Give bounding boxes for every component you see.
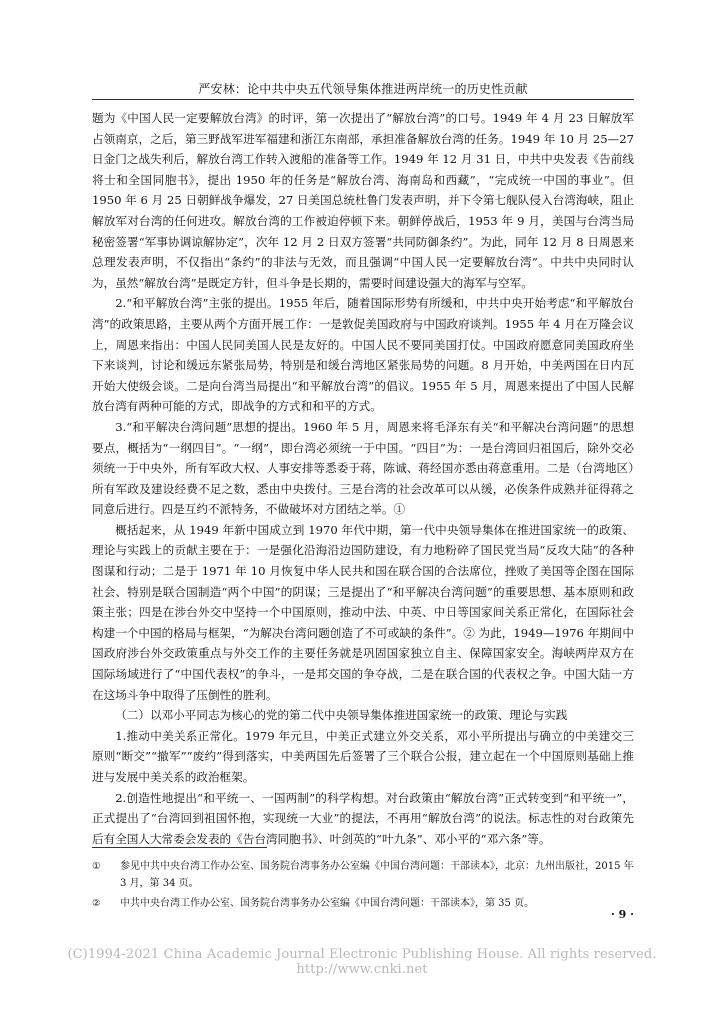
footnotes <box>92 858 634 915</box>
paragraph-peaceful-liberation: 2.“和平解放台湾”主张的提出。1955 年后，随着国际形势有所缓和，中共中央开始考虑“和平解放台湾”的政策思路，主要从两个方面开展工作：一是敦促美国政府与中国政府谈判。1955 年 4 月在万隆会议上，周恩来指出：中国人民同美国人民是友好的。中国人民不要同美国打仗。中国政府愿意同美国政府坐下来谈判，讨论和缓远东紧张局势，特别是和缓台湾地区紧张局势的问题。8 月开始，中美两国在日内瓦开始大使级会谈。二是向台湾当局提出“和平解放台湾”的倡议。1955 年 5 月，周恩来提出了中国人民解放台湾有两种可能的方式，即战争的方式和和平的方式。 <box>92 296 634 414</box>
paragraph-first-generation-summary: 概括起来，从 1949 年新中国成立到 1970 年代中期，第一代中央领导集体在推进国家统一的政策、理论与实践上的贡献主要在于：一是强化沿海沿边国防建设，有力地粉碎了国民党当局“反攻大陆”的各种图谋和行动；二是于 1971 年 10 月恢复中华人民共和国在联合国的合法席位，挫败了美国等企图在国际社会、特别是联合国制造“两个中国”的阴谋；三是提出了“和平解决台湾问题”的重要思想、基本原则和政策主张；四是在涉台外交中坚持一个中国原则，推动中法、中英、中日等国家间关系正常化，在国际社会构建一个中国的格局与框架，“为解决台湾问题创造了不可或缺的条件”。② 为此，1949—1976 年期间中国政府涉台外交政策重点与外交工作的主要任务就是巩固国家独立自主、保障国家安全。海峡两岸双方在国际场域进行了“中国代表权”的争斗，一是邦交国的争夺战，二是在联合国的代表权之争。中国大陆一方在这场斗争中取得了压倒性的胜利。 <box>92 522 634 702</box>
running-head: 严安林：论中共中央五代领导集体推进两岸统一的历史性贡献 <box>198 82 528 96</box>
paragraph-one-country-two-systems: 2.创造性地提出“和平统一、一国两制”的科学构想。对台政策由“解放台湾”正式转变到“和平统一”，正式提出了“台湾回到祖国怀抱，实现统一大业”的提法，不再用“解放台湾”的说法。标志性的对台政策先后有全国人大常委会发表的《告台湾同胞书》、叶剑英的“叶九条”、邓小平的“邓六条”等。 <box>92 790 634 846</box>
footnote <box>92 858 634 892</box>
paragraph-one-guideline-four-items: 3.“和平解决台湾问题”思想的提出。1960 年 5 月，周恩来将毛泽东有关“和平解决台湾问题”的思想要点，概括为“一纲四目”。“一纲”，即台湾必须统一于中国。“四目”为：一是台湾回归祖国后，除外交必须统一于中央外，所有军政大权、人事安排等悉委于蒋，陈诚、蒋经国亦悉由蒋意重用。二是（台湾地区）所有军政及建设经费不足之数，悉由中央拨付。三是台湾的社会改革可以从缓，必俟条件成熟并征得蒋之同意后进行。四是互约不派特务，不做破坏对方团结之举。① <box>92 419 634 517</box>
section-heading-second-generation: （二）以邓小平同志为核心的党的第二代中央领导集体推进国家统一的政策、理论与实践 <box>115 708 568 723</box>
paragraph-continued: 题为《中国人民一定要解放台湾》的时评，第一次提出了“解放台湾”的口号。1949 年 4 月 23 日解放军占领南京，之后，第三野战军进军福建和浙江东南部，承担准备解放台湾的任务。1949 年 10 月 25—27 日金门之战失利后，解放台湾工作转入渡船的准备等工作。1949 年 12 月 31 日，中共中央发表《告前线将士和全国同胞书》，提出 1950 年的任务是“解放台湾、海南岛和西藏”，“完成统一中国的事业”。但 1950 年 6 月 25 日朝鲜战争爆发，27 日美国总统杜鲁门发表声明，并下令第七舰队侵入台湾海峡，阻止解放军对台湾的任何进攻。解放台湾的工作被迫停顿下来。朝鲜停战后，1953 年 9 月，美国与台湾当局秘密签署“军事协调谅解协定”，次年 12 月 2 日双方签署“共同防御条约”。为此，同年 12 月 8 日周恩来总理发表声明，不仅指出“条约”的非法与无效，而且强调“中国人民一定要解放台湾”。中共中央同时认为，虽然“解放台湾”是既定方针，但斗争是长期的，需要时间建设强大的海军与空军。 <box>92 111 634 290</box>
footnote-text: 中共中央台湾工作办公室、国务院台湾事务办公室编《中国台湾问题：干部读本》，第 35 页。 <box>120 898 535 909</box>
article-body <box>92 108 634 849</box>
copyright-watermark: (C)1994-2021 China Academic Journal Electronic Publishing House. All rights reserved. http://www.cnki.net <box>67 947 657 977</box>
footnote-rule <box>92 847 267 848</box>
footnote-text: 参见中共中央台湾工作办公室、国务院台湾事务办公室编《中国台湾问题：干部读本》，北京：九州出版社，2015 年 3 月，第 34 页。 <box>120 861 634 889</box>
page-number: · 9 · <box>611 908 634 921</box>
paragraph-sino-us-normalization: 1.推动中美关系正常化。1979 年元旦，中美正式建立外交关系，邓小平所提出与确立的中美建交三原则“断交”“撤军”“废约”得到落实，中美两国先后签署了三个联合公报，建立起在一个中国原则基础上推进与发展中美关系的政治框架。 <box>92 728 634 784</box>
footnote <box>92 895 634 912</box>
footnote-mark: ② <box>92 898 101 909</box>
footnote-mark: ① <box>92 861 101 872</box>
header-rule <box>92 99 634 100</box>
